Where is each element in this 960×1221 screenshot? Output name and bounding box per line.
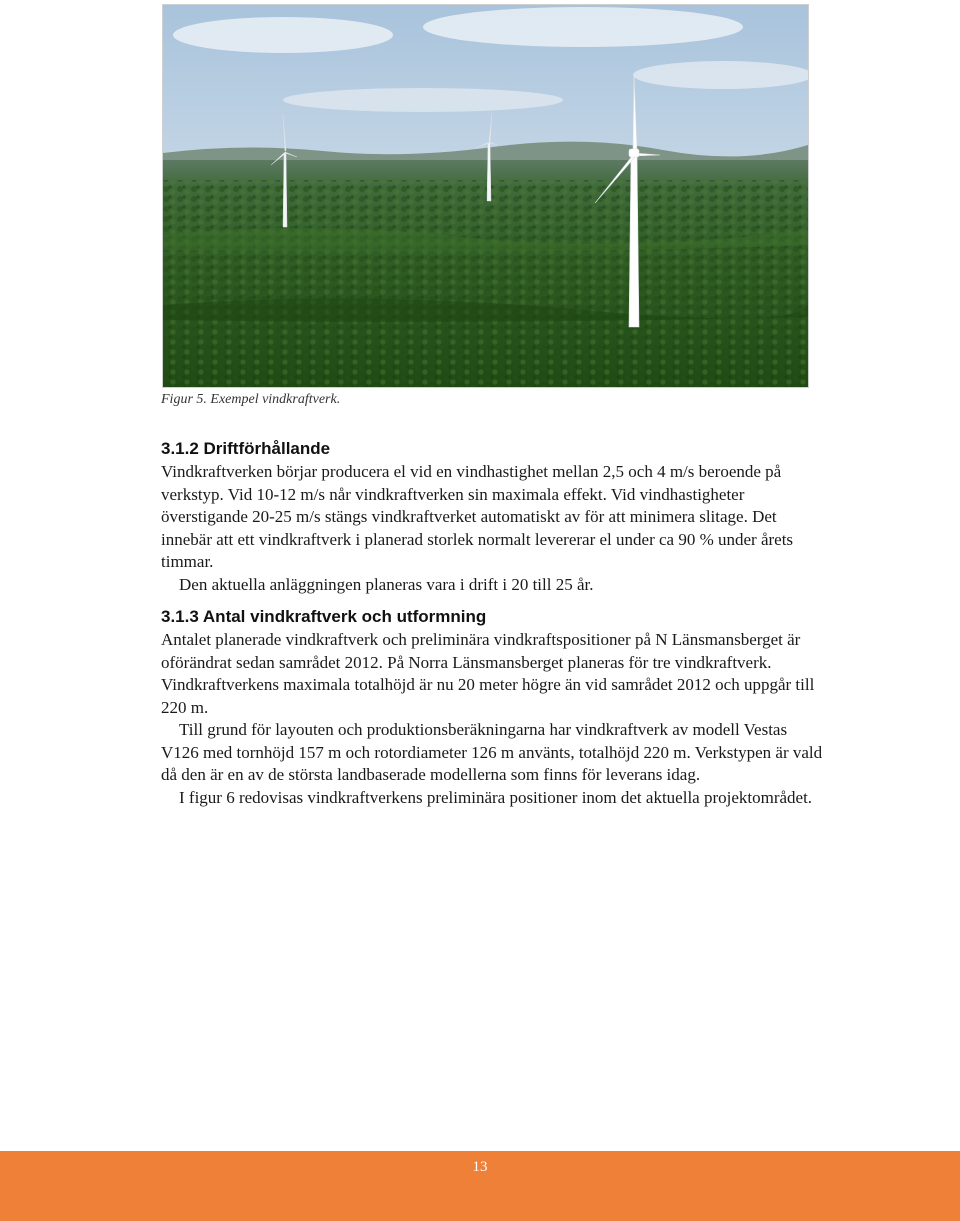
page-footer xyxy=(0,1151,960,1221)
section-driftforhallande xyxy=(161,438,826,596)
figure-caption: Figur 5. Exempel vindkraftverk. xyxy=(161,392,341,407)
page-number: 13 xyxy=(472,1159,488,1175)
paragraph: Till grund för layouten och produktionsberäkningarna har vindkraftverk av modell Vestas V126 med tornhöjd 157 m och rotordiameter 126 m använts, totalhöjd 220 m. Verkstypen är vald då den är en av de största landbaserade modellerna som finns för leverans idag. xyxy=(161,720,823,784)
section-heading: 3.1.3 Antal vindkraftverk och utformning xyxy=(161,607,487,626)
paragraph: I figur 6 redovisas vindkraftverkens preliminära positioner inom det aktuella projektområdet. xyxy=(179,787,813,807)
paragraph: Antalet planerade vindkraftverk och preliminära vindkraftspositioner på N Länsmansberget är oförändrat sedan samrådet 2012. På Norra Länsmansberget planeras för tre vindkraftverk. Vindkraftverkens maximala totalhöjd är nu 20 meter högre än vid samrådet 2012 och uppgår till 220 m. xyxy=(161,630,815,717)
wind-turbines-forest-photo xyxy=(162,4,809,388)
section-heading: 3.1.2 Driftförhållande xyxy=(161,439,331,458)
paragraph: Vindkraftverken börjar producera el vid en vindhastighet mellan 2,5 och 4 m/s beroende på verkstyp. Vid 10-12 m/s når vindkraftverken sin maximala effekt. Vid vindhastigheter överstigande 20-25 m/s stängs vindkraftverket automatiskt av för att minimera slitage. Det innebär att ett vindkraftverk i planerad storlek normalt levererar el under ca 90 % under årets timmar. xyxy=(161,462,794,571)
section-antal-vindkraftverk xyxy=(161,606,826,809)
paragraph: Den aktuella anläggningen planeras vara i drift i 20 till 25 år. xyxy=(179,574,594,594)
